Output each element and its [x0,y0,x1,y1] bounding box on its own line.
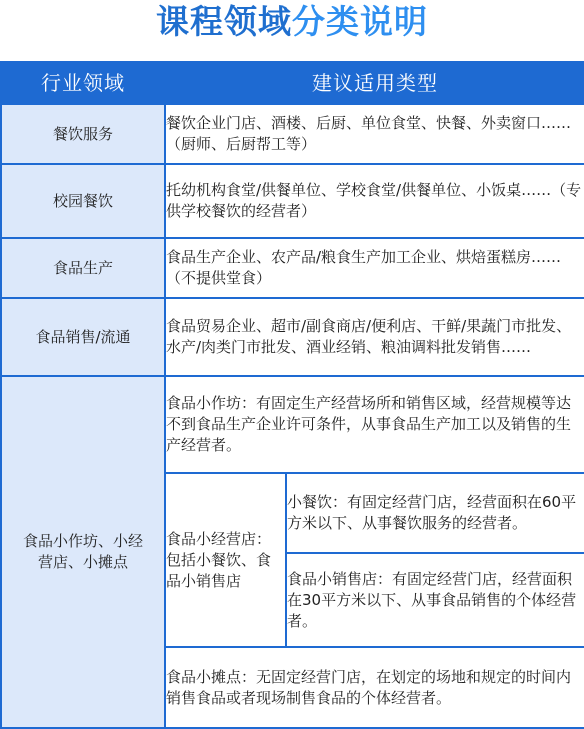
classification-table [0,61,584,729]
category-cell: 校园餐饮 [1,164,165,238]
small-shop-label: 食品小经营店：包括小餐饮、食品小销售店 [166,473,286,647]
category-cell: 食品销售/流通 [1,298,165,376]
table-row [1,298,584,376]
description-cell: 食品贸易企业、超市/副食商店/便利店、干鲜/果蔬门市批发、水产/肉类门市批发、酒业经销、粮油调料批发销售…… [165,298,584,376]
nested-table [166,377,584,727]
nested-cell [165,376,584,728]
category-cell: 食品生产 [1,238,165,298]
page-title [0,0,584,52]
category-cell: 食品小作坊、小经营店、小摊点 [1,376,165,728]
stall-description: 食品小摊点：无固定经营门店，在划定的场地和规定的时间内销售食品或者现场制售食品的个体经营者。 [166,647,584,727]
table-header-row [1,62,584,104]
title-part-2: 分类说明 [292,2,428,41]
description-cell: 托幼机构食堂/供餐单位、学校食堂/供餐单位、小饭桌……（专供学校餐饮的经营者） [165,164,584,238]
table-row-small-operators [1,376,584,728]
workshop-description: 食品小作坊：有固定生产经营场所和销售区域，经营规模等达不到食品生产企业许可条件，从事食品生产加工以及销售的生产经营者。 [166,377,584,473]
header-industry: 行业领域 [1,62,165,104]
category-cell: 餐饮服务 [1,104,165,164]
description-cell: 餐饮企业门店、酒楼、后厨、单位食堂、快餐、外卖窗口……（厨师、后厨帮工等） [165,104,584,164]
table-row [1,104,584,164]
title-part-1: 课程领域 [156,2,292,41]
header-type: 建议适用类型 [165,62,584,104]
small-retail-description: 食品小销售店：有固定经营门店，经营面积在30平方米以下、从事食品销售的个体经营者。 [286,553,584,647]
table-row [1,164,584,238]
description-cell: 食品生产企业、农产品/粮食生产加工企业、烘焙蛋糕房……（不提供堂食） [165,238,584,298]
table-row [1,238,584,298]
small-catering-description: 小餐饮：有固定经营门店，经营面积在60平方米以下、从事餐饮服务的经营者。 [286,473,584,553]
